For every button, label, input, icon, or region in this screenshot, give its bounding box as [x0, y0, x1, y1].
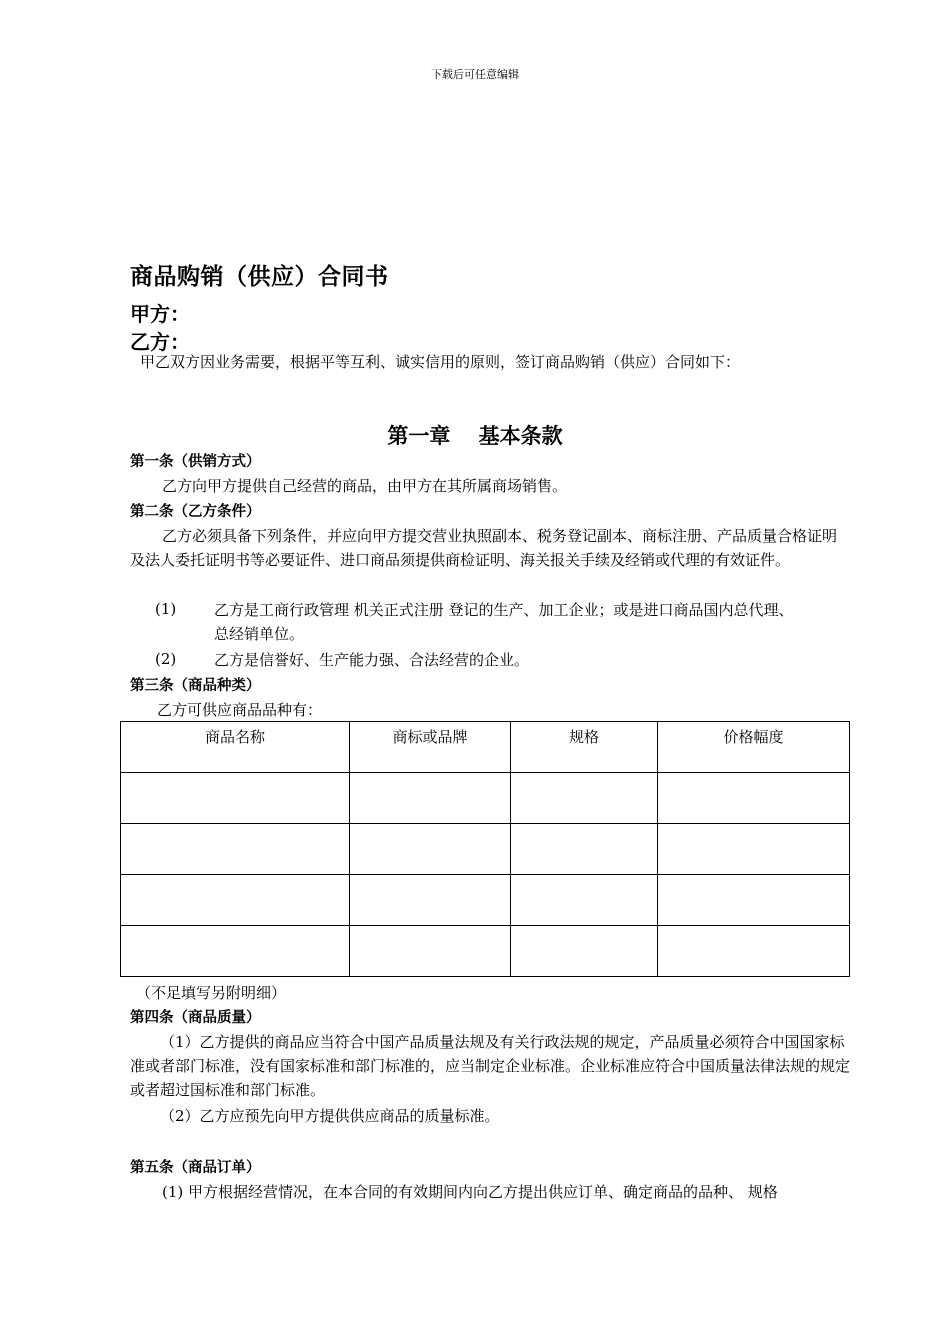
table-cell[interactable] [350, 875, 511, 926]
table-header-row [121, 722, 850, 773]
intro-paragraph: 甲乙双方因业务需要，根据平等互利、诚实信用的原则，签订商品购销（供应）合同如下： [140, 353, 741, 371]
article-3-text: 乙方可供应商品品种有： [157, 701, 323, 719]
header-note: 下载后可任意编辑 [431, 68, 519, 81]
party-b-label: 乙方： [130, 330, 190, 354]
table-row [121, 875, 850, 926]
article-2-item-2-number: (2) [155, 650, 177, 668]
article-2-text: 乙方必须具备下列条件，并应向甲方提交营业执照副本、税务登记副本、商标注册、产品质量合格证明及法人委托证明书等必要证件、进口商品须提供商检证明、海关报关手续及经销或代理的有效证件。 [130, 527, 838, 569]
table-cell[interactable] [121, 773, 350, 824]
table-row [121, 926, 850, 977]
article-2-item-1-line-1: 乙方是工商行政管理 机关正式注册 登记的生产、加工企业；或是进口商品国内总代理、 [214, 601, 794, 619]
article-2-heading: 第二条（乙方条件） [130, 503, 261, 520]
table-cell[interactable] [511, 875, 658, 926]
party-a-label: 甲方： [130, 302, 190, 326]
table-cell[interactable] [511, 824, 658, 875]
table-cell[interactable] [511, 773, 658, 824]
chapter-heading: 第一章 基本条款 [387, 423, 563, 448]
table-cell[interactable] [350, 824, 511, 875]
table-header-product-name: 商品名称 [121, 722, 350, 773]
table-cell[interactable] [350, 773, 511, 824]
article-3-heading: 第三条（商品种类） [130, 677, 261, 694]
article-2-item-1-number: (1) [155, 600, 177, 618]
table-row [121, 824, 850, 875]
table-cell[interactable] [658, 824, 850, 875]
article-5-paragraph-1: (1) 甲方根据经营情况，在本合同的有效期间内向乙方提出供应订单、确定商品的品种、 规格 [162, 1183, 778, 1201]
table-header-brand: 商标或品牌 [350, 722, 511, 773]
table-cell[interactable] [121, 824, 350, 875]
contract-title: 商品购销（供应）合同书 [130, 263, 389, 290]
article-4-paragraph-1: （1）乙方提供的商品应当符合中国产品质量法规及有关行政法规的规定，产品质量必须符合中国国家标准或者部门标准，没有国家标准和部门标准的，应当制定企业标准。企业标准应符合中国质量法律法规的规定或者超过国标准和部门标准。 [130, 1033, 851, 1099]
article-4-paragraph-2: （2）乙方应预先向甲方提供供应商品的质量标准。 [160, 1107, 500, 1125]
article-2-item-2-line-1: 乙方是信誉好、生产能力强、合法经营的企业。 [214, 651, 530, 669]
table-cell[interactable] [658, 926, 850, 977]
article-5-heading: 第五条（商品订单） [130, 1159, 261, 1176]
table-cell[interactable] [121, 875, 350, 926]
article-1-text: 乙方向甲方提供自己经营的商品，由甲方在其所属商场销售。 [162, 477, 568, 495]
table-cell[interactable] [658, 875, 850, 926]
article-2-item-1-line-2: 总经销单位。 [214, 625, 305, 643]
table-cell[interactable] [511, 926, 658, 977]
goods-table [120, 721, 850, 977]
table-header-price-range: 价格幅度 [658, 722, 850, 773]
table-header-spec: 规格 [511, 722, 658, 773]
table-cell[interactable] [350, 926, 511, 977]
table-cell[interactable] [658, 773, 850, 824]
table-row [121, 773, 850, 824]
article-1-heading: 第一条（供销方式） [130, 453, 261, 470]
table-cell[interactable] [121, 926, 350, 977]
table-note: （不足填写另附明细） [136, 984, 287, 1002]
article-4-heading: 第四条（商品质量） [130, 1009, 261, 1026]
